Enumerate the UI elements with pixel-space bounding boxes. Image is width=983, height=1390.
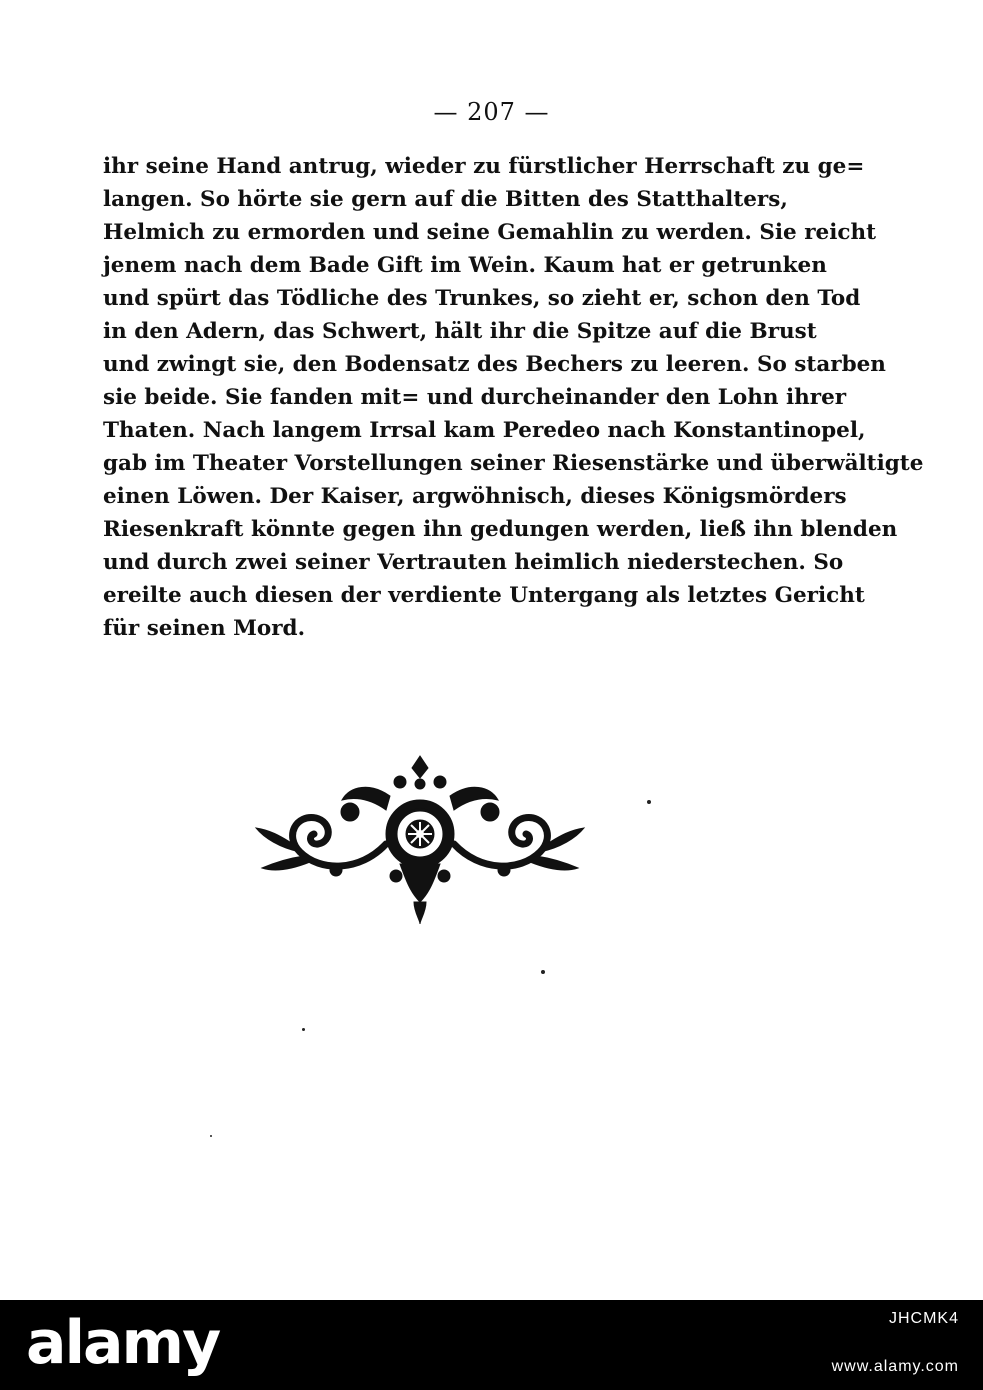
text-line: sie beide. Sie fanden mit= und durcheinander den Lohn ihrer — [103, 385, 847, 410]
text-line: und durch zwei seiner Vertrauten heimlich niederstechen. So — [103, 550, 844, 575]
text-line: Riesenkraft könnte gegen ihn gedungen werden, ließ ihn blenden — [103, 517, 898, 542]
text-line: in den Adern, das Schwert, hält ihr die Spitze auf die Brust — [103, 319, 817, 344]
text-line: für seinen Mord. — [103, 616, 306, 641]
text-line: langen. So hörte sie gern auf die Bitten des Statthalters, — [103, 187, 788, 212]
text-line: jenem nach dem Bade Gift im Wein. Kaum hat er getrunken — [103, 253, 827, 278]
page-number: — 207 — — [433, 98, 550, 126]
stock-id: JHCMK4 — [888, 1310, 959, 1327]
text-line: ereilte auch diesen der verdiente Untergang als letztes Gericht — [103, 583, 865, 608]
floral-vignette-icon — [250, 752, 590, 927]
text-line: Helmich zu ermorden und seine Gemahlin zu werden. Sie reicht — [103, 220, 877, 245]
paper-speck — [541, 970, 545, 974]
text-line: Thaten. Nach langem Irrsal kam Peredeo nach Konstantinopel, — [103, 418, 866, 443]
brand-logo: alamy — [26, 1308, 220, 1378]
watermark-footer — [0, 1300, 983, 1390]
body-text — [103, 150, 924, 645]
text-line: ihr seine Hand antrug, wieder zu fürstlicher Herrschaft zu ge= — [103, 154, 865, 179]
paper-speck — [210, 1135, 212, 1137]
footer-url: www.alamy.com — [831, 1358, 959, 1375]
paper-speck — [302, 1028, 305, 1031]
text-line: und zwingt sie, den Bodensatz des Bechers zu leeren. So starben — [103, 352, 886, 377]
text-line: einen Löwen. Der Kaiser, argwöhnisch, dieses Königsmörders — [103, 484, 847, 509]
text-line: gab im Theater Vorstellungen seiner Riesenstärke und überwältigte — [103, 451, 924, 476]
text-line: und spürt das Tödliche des Trunkes, so zieht er, schon den Tod — [103, 286, 861, 311]
paper-speck — [647, 800, 651, 804]
